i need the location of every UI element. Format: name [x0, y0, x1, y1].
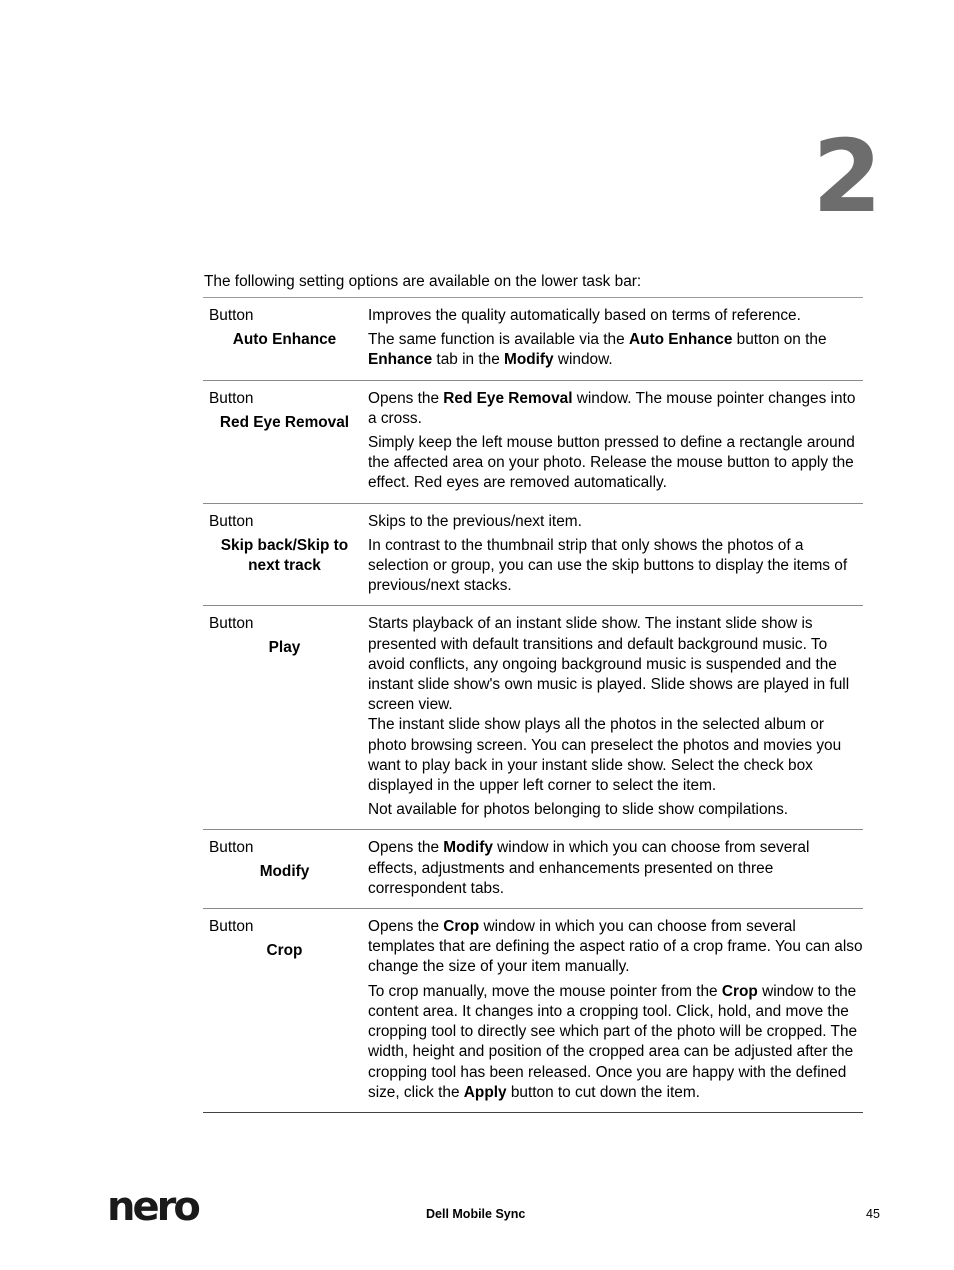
text-run: The same function is available via the	[368, 331, 629, 349]
option-label-cell	[203, 306, 368, 371]
text-run: window in which you can choose from several effects, adjustments and enhancements presented on three correspondent tabs.	[368, 839, 810, 897]
ui-term: Apply	[463, 1083, 507, 1101]
option-name: Auto Enhance	[232, 331, 337, 348]
text-run: In contrast to the thumbnail strip that only shows the photos of a selection or group, you can use the skip buttons to display the items of previous/next stacks.	[368, 536, 848, 595]
text-run: tab in the	[432, 351, 505, 369]
option-label-cell	[203, 838, 368, 899]
description-paragraph	[368, 389, 863, 429]
description-paragraph	[368, 330, 863, 370]
chapter-number: 2	[812, 118, 880, 235]
description-paragraph	[368, 800, 863, 820]
option-description	[368, 614, 863, 820]
option-label-cell	[203, 917, 368, 1103]
text-run: Opens the	[368, 839, 444, 857]
description-paragraph	[368, 433, 863, 494]
text-run: button to cut down the item.	[506, 1083, 700, 1101]
text-run: To crop manually, move the mouse pointer from the	[368, 982, 722, 1000]
option-label-cell	[203, 389, 368, 494]
option-name: Skip back/Skip to next track	[220, 536, 349, 574]
description-paragraph	[368, 917, 863, 978]
option-description	[368, 512, 863, 597]
description-paragraph	[368, 614, 863, 796]
option-row	[203, 381, 863, 504]
option-description	[368, 389, 863, 494]
option-description	[368, 306, 863, 371]
svg-text:nero: nero	[107, 1190, 198, 1226]
text-run: Starts playback of an instant slide show. The instant slide show is presented with default transitions and default background music. To avoid conflicts, any ongoing background music is suspended and the instant slide show's own music is played. Slide shows are played in full screen view.	[368, 615, 850, 714]
ui-term: Modify	[443, 839, 493, 857]
text-run: Opens the	[368, 389, 444, 407]
page-number: 45	[866, 1207, 880, 1221]
option-label-cell	[203, 512, 368, 597]
option-name: Crop	[266, 942, 303, 960]
text-run: The instant slide show plays all the photos in the selected album or photo browsing screen. You can preselect the photos and movies you want to play back in your instant slide show. Select the check box displayed in the upper left corner to select the item.	[368, 716, 842, 795]
description-paragraph	[368, 306, 863, 326]
options-table	[203, 297, 863, 1113]
option-name: Play	[268, 639, 301, 657]
description-paragraph	[368, 838, 863, 899]
option-label-cell	[203, 614, 368, 820]
text-run: Opens the	[368, 918, 444, 936]
option-kind: Button	[209, 389, 254, 407]
option-kind: Button	[209, 839, 254, 857]
option-row	[203, 298, 863, 381]
option-name: Modify	[259, 863, 310, 881]
option-row	[203, 504, 863, 607]
option-kind: Button	[209, 512, 254, 530]
option-kind: Button	[209, 918, 254, 936]
option-row	[203, 830, 863, 909]
text-run: window.	[553, 351, 613, 369]
option-description	[368, 917, 863, 1103]
ui-term: Enhance	[368, 351, 433, 369]
text-run: window. The mouse pointer changes into a cross.	[368, 389, 856, 427]
intro-text: The following setting options are available on the lower task bar:	[204, 273, 642, 290]
text-run: Not available for photos belonging to slide show compilations.	[368, 801, 789, 819]
description-paragraph	[368, 536, 863, 597]
option-kind: Button	[209, 615, 254, 633]
option-name: Red Eye Removal	[219, 413, 350, 431]
text-run: Simply keep the left mouse button pressed to define a rectangle around the affected area on your photo. Release the mouse button to apply the effect. Red eyes are removed automatically.	[368, 434, 855, 492]
option-row	[203, 909, 863, 1113]
ui-term: Crop	[443, 918, 480, 936]
option-kind: Button	[209, 307, 254, 324]
text-run: Skips to the previous/next item.	[368, 512, 582, 530]
ui-term: Auto Enhance	[628, 331, 733, 349]
ui-term: Crop	[721, 982, 758, 1000]
nero-logo	[107, 1190, 213, 1226]
text-run: window in which you can choose from several templates that are defining the aspect ratio of a crop frame. You can also change the size of your item manually.	[368, 918, 863, 976]
footer-title: Dell Mobile Sync	[426, 1207, 526, 1221]
text-run: Improves the quality automatically based on terms of reference.	[368, 307, 801, 324]
text-run: button on the	[732, 331, 827, 349]
ui-term: Modify	[504, 351, 554, 369]
description-paragraph	[368, 982, 863, 1103]
description-paragraph	[368, 512, 863, 532]
text-run: window to the content area. It changes into a cropping tool. Click, hold, and move the cropping tool to directly see which part of the photo will be cropped. The width, height and position of the cropped area can be adjusted after the cropping tool has been released. Once you are happy with the defined size, click the	[368, 982, 858, 1101]
option-row	[203, 606, 863, 830]
option-description	[368, 838, 863, 899]
ui-term: Red Eye Removal	[443, 389, 573, 407]
